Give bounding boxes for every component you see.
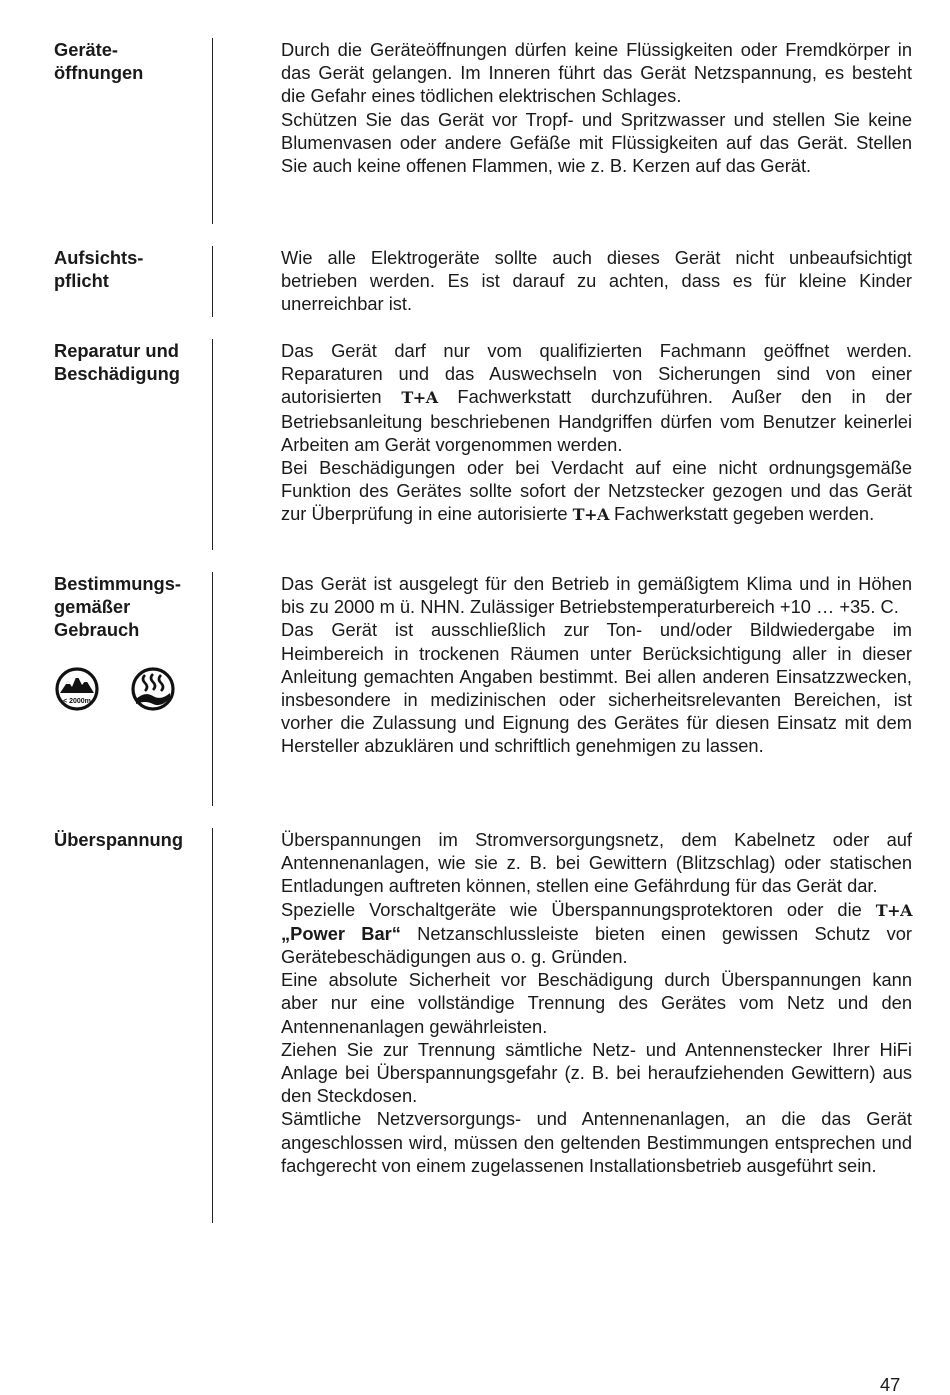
divider-line	[212, 572, 213, 806]
text-run: Spezielle Vorschaltgeräte wie Überspannungsprotektoren oder die	[281, 898, 862, 920]
paragraph: Durch die Geräteöffnungen dürfen keine Flüssigkeiten oder Fremdkörper in das Gerät gelangen. Im Inneren führt das Gerät Netzspannung, es besteht die Gefahr eines tödlichen elektrischen Schlages.	[281, 39, 912, 107]
paragraph: Das Gerät ist ausgelegt für den Betrieb in gemäßigtem Klima und in Höhen bis zu 2000 m ü. NHN. Zulässiger Betriebstemperaturbereich +10 … +35. C.	[281, 573, 912, 618]
section-text	[281, 38, 912, 177]
brand-logo: T+A	[401, 388, 438, 408]
text-run: Fachwerkstatt durchzuführen. Außer den in der Betriebsanleitung beschriebenen Handgriffen dürfen vom Benutzer keinerlei Arbeiten am Gerät vorgenommen werden.	[281, 386, 912, 455]
paragraph: Sämtliche Netzversorgungs- und Antennenanlagen, an die das Gerät angeschlossen wird, müssen den geltenden Bestimmungen entsprechen und fachgerecht von einem zugelassenen Installationsbetrieb ausgeführt sein.	[281, 1108, 912, 1176]
paragraph: Wie alle Elektrogeräte sollte auch dieses Gerät nicht unbeaufsichtigt betrieben werden. Es ist darauf zu achten, dass es für kleine Kinder unerreichbar ist.	[281, 247, 912, 315]
altitude-limit-icon	[54, 666, 100, 712]
divider-line	[212, 828, 213, 1223]
divider-line	[212, 38, 213, 224]
text-run: Bei Beschädigungen oder bei Verdacht auf eine nicht ordnungsgemäße Funktion des Gerätes sollte sofort der Netzstecker gezogen und das Gerät zur Überprüfung in eine autorisierte	[281, 457, 912, 525]
text-run: Netzanschlussleiste bieten einen gewissen Schutz vor Gerätebeschädigungen aus o. g. Gründen.	[281, 922, 912, 968]
section-label: Aufsichts- pflicht	[54, 247, 144, 292]
text-run: Das Gerät darf nur vom qualifizierten Fachmann geöffnet werden. Reparaturen und das Auswechseln von Sicherungen sind von einer autorisierten	[281, 340, 912, 408]
brand-logo: T+A	[875, 900, 912, 920]
brand-logo: T+A	[572, 505, 609, 525]
moderate-climate-icon	[130, 666, 176, 712]
product-name: „Power Bar“	[281, 922, 401, 944]
paragraph	[281, 339, 912, 456]
section-text	[281, 828, 912, 1177]
divider-line	[212, 339, 213, 550]
paragraph	[281, 898, 912, 969]
paragraph: Überspannungen im Stromversorgungsnetz, dem Kabelnetz oder auf Antennenanlagen, wie sie z. B. bei Gewittern (Blitzschlag) oder statischen Entladungen auftreten können, stellen eine Gefährdung für das Gerät dar.	[281, 829, 912, 897]
section-label: Bestimmungs- gemäßer Gebrauch	[54, 573, 181, 641]
paragraph: Ziehen Sie zur Trennung sämtliche Netz- und Antennenstecker Ihrer HiFi Anlage bei Überspannungsgefahr (z. B. bei heraufziehenden Gewittern) aus den Steckdosen.	[281, 1038, 912, 1107]
text-run: Fachwerkstatt gegeben werden.	[614, 503, 875, 525]
paragraph: Schützen Sie das Gerät vor Tropf- und Spritzwasser und stellen Sie keine Blumenvasen oder andere Gefäße mit Flüssigkeiten auf das Gerät. Stellen Sie auch keine offenen Flammen, wie z. B. Kerzen auf das Gerät.	[281, 108, 912, 177]
section-label: Geräte- öffnungen	[54, 39, 144, 84]
paragraph	[281, 456, 912, 527]
altitude-icon-label: < 2000m	[63, 698, 91, 705]
section-label: Überspannung	[54, 829, 183, 850]
section-text	[281, 246, 912, 316]
paragraph: Das Gerät ist ausschließlich zur Ton- und/oder Bildwiedergabe im Heimbereich in trockenen Räumen unter Berücksichtigung aller in dieser Anleitung gemachten Angaben bestimmt. Bei allen anderen Einsatzzwecken, insbesondere in medizinischen oder sicherheitsrelevanten Bereichen, ist vorher die Zulassung und Eignung des Gerätes für diesen Einsatz mit dem Hersteller abzuklären und schriftlich genehmigen zu lassen.	[281, 619, 912, 757]
paragraph: Eine absolute Sicherheit vor Beschädigung durch Überspannungen kann aber nur eine vollständige Trennung des Gerätes vom Netz und den Antennenanlagen gewährleisten.	[281, 969, 912, 1037]
section-text	[281, 339, 912, 527]
divider-line	[212, 246, 213, 317]
page-number: 47	[880, 1374, 901, 1395]
section-text	[281, 572, 912, 758]
icon-row	[54, 666, 184, 712]
section-label: Reparatur und Beschädigung	[54, 340, 180, 385]
